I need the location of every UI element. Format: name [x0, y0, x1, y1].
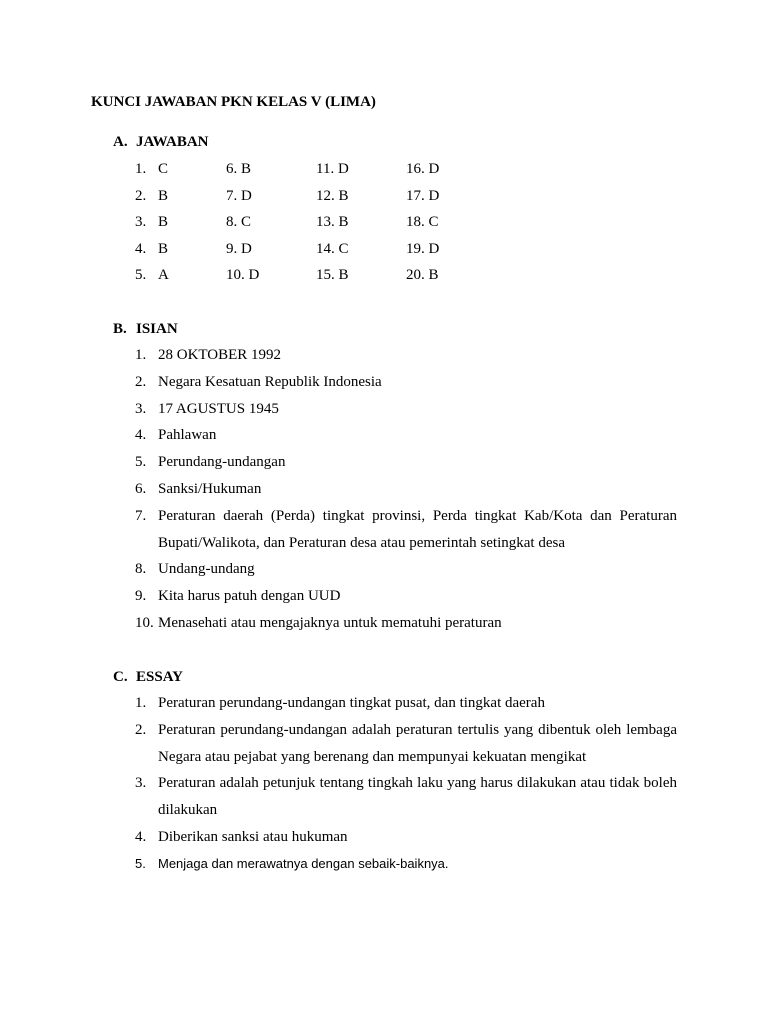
- answer-row: [0, 262, 768, 289]
- section-heading: [0, 667, 768, 687]
- list-item: [0, 396, 677, 423]
- list-item: [0, 690, 677, 717]
- answer-cell: 19. D: [406, 240, 440, 257]
- section-letter: B.: [113, 321, 127, 337]
- answer-cell: 17. D: [406, 187, 440, 204]
- answer-cell: 6. B: [226, 161, 252, 177]
- essay-list: [0, 690, 768, 878]
- section-jawaban: [0, 132, 768, 289]
- answer-cell: 3. B: [135, 214, 169, 230]
- section-isian: [0, 319, 768, 637]
- answer-row: [0, 209, 768, 236]
- section-letter: C.: [113, 669, 128, 685]
- item-number: 10.: [135, 614, 154, 631]
- item-number: 7.: [135, 507, 147, 524]
- answer-cell: 18. C: [406, 214, 439, 230]
- item-text: 17 AGUSTUS 1945: [158, 400, 279, 417]
- answer-cell: 11. D: [316, 161, 349, 177]
- item-text: Negara Kesatuan Republik Indonesia: [158, 373, 382, 390]
- answer-grid: [0, 156, 768, 289]
- page-title: KUNCI JAWABAN PKN KELAS V (LIMA): [91, 94, 376, 110]
- answer-cell: 16. D: [406, 161, 440, 177]
- item-number: 3.: [135, 775, 147, 792]
- item-text: Pahlawan: [158, 427, 217, 444]
- section-heading: [0, 132, 768, 152]
- answer-cell: 5. A: [135, 267, 169, 283]
- answer-cell: 8. C: [226, 214, 252, 230]
- item-number: 9.: [135, 588, 147, 605]
- list-item: [0, 503, 677, 557]
- item-number: 4.: [135, 828, 147, 845]
- answer-cell: 9. D: [226, 240, 252, 257]
- section-heading: [0, 319, 768, 339]
- answer-cell: 13. B: [316, 214, 349, 230]
- section-title: ISIAN: [136, 321, 178, 337]
- item-text: Sanksi/Hukuman: [158, 480, 262, 497]
- list-item: [0, 476, 677, 503]
- item-number: 3.: [135, 400, 147, 417]
- list-item: [0, 449, 677, 476]
- list-item: [0, 422, 677, 449]
- answer-row: [0, 236, 768, 263]
- answer-cell: 14. C: [316, 240, 349, 257]
- item-text: Kita harus patuh dengan UUD: [158, 588, 341, 605]
- section-letter: A.: [113, 134, 128, 150]
- answer-row: [0, 156, 768, 183]
- answer-cell: 12. B: [316, 187, 349, 204]
- section-essay: [0, 667, 768, 878]
- item-text: Peraturan perundang-undangan tingkat pusat, dan tingkat daerah: [158, 695, 545, 711]
- item-text: Diberikan sanksi atau hukuman: [158, 828, 348, 845]
- item-text: Menjaga dan merawatnya dengan sebaik-baiknya.: [158, 855, 449, 871]
- answer-cell: 15. B: [316, 267, 349, 283]
- answer-cell: 2. B: [135, 187, 169, 204]
- item-text: Peraturan daerah (Perda) tingkat provinsi, Perda tingkat Kab/Kota dan Peraturan Bupati/Walikota, dan Peraturan desa atau pemerintah setingkat desa: [158, 507, 677, 551]
- section-title: JAWABAN: [136, 134, 209, 150]
- item-text: 28 OKTOBER 1992: [158, 347, 282, 363]
- isian-list: [0, 342, 768, 637]
- item-number: 5.: [135, 855, 146, 871]
- list-item: [0, 342, 677, 369]
- answer-cell: 10. D: [226, 267, 260, 283]
- list-item: [0, 717, 677, 771]
- item-text: Menasehati atau mengajaknya untuk mematuhi peraturan: [158, 614, 502, 631]
- answer-cell: 1. C: [135, 161, 169, 177]
- item-number: 1.: [135, 347, 147, 363]
- list-item: [0, 770, 677, 824]
- list-item: [0, 851, 677, 878]
- answer-row: [0, 183, 768, 210]
- section-title: ESSAY: [136, 669, 183, 685]
- list-item: [0, 556, 677, 583]
- item-number: 2.: [135, 721, 147, 738]
- list-item: [0, 369, 677, 396]
- list-item: [0, 824, 677, 851]
- item-text: Peraturan perundang-undangan adalah peraturan tertulis yang dibentuk oleh lembaga Negara atau pejabat yang berenang dan mempunyai kekuatan mengikat: [158, 721, 677, 765]
- item-number: 1.: [135, 695, 147, 711]
- answer-cell: 20. B: [406, 267, 439, 283]
- item-text: Peraturan adalah petunjuk tentang tingkah laku yang harus dilakukan atau tidak boleh dilakukan: [158, 775, 677, 819]
- answer-cell: 7. D: [226, 187, 252, 204]
- answer-cell: 4. B: [135, 240, 169, 257]
- list-item: [0, 583, 677, 610]
- list-item: [0, 610, 677, 637]
- item-number: 4.: [135, 427, 147, 444]
- item-number: 8.: [135, 561, 147, 578]
- item-text: Undang-undang: [158, 561, 255, 578]
- item-number: 5.: [135, 454, 147, 471]
- item-text: Perundang-undangan: [158, 454, 286, 471]
- item-number: 6.: [135, 480, 147, 497]
- item-number: 2.: [135, 373, 147, 390]
